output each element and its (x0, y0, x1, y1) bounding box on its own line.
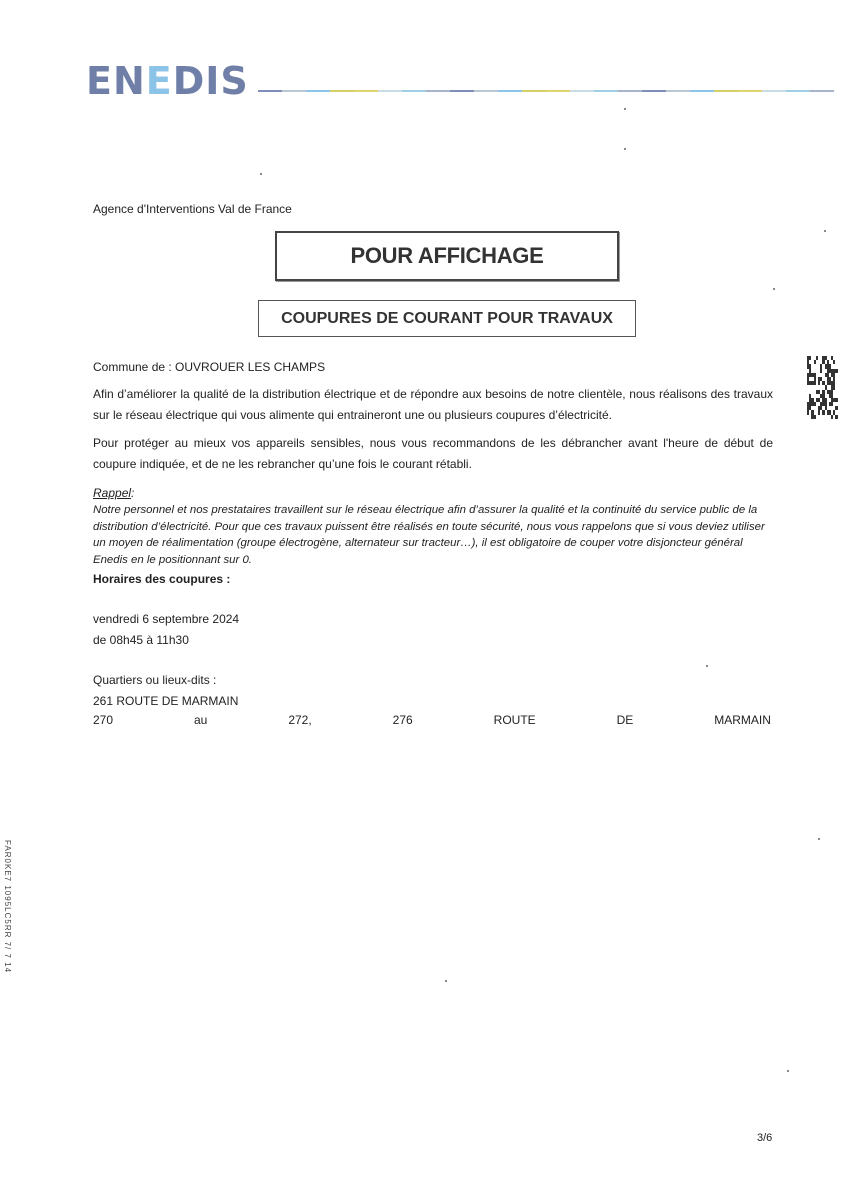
scan-speck (624, 108, 626, 110)
rappel-heading (93, 486, 134, 500)
logo-rule-segment (762, 90, 786, 92)
logo-rule-segment (714, 90, 738, 92)
logo-rule-segment (330, 90, 354, 92)
logo-rule-segment (498, 90, 522, 92)
logo-rule-segment (402, 90, 426, 92)
logo-rule-segment (474, 90, 498, 92)
horaires-heading: Horaires des coupures : (93, 572, 231, 586)
intro-paragraph: Afin d’améliorer la qualité de la distribution électrique et de répondre aux besoins de notre clientèle, nous réalisons des travaux sur le réseau électrique qui vous alimente qui entraineront une ou plusieurs coupures d’électricité. (93, 387, 773, 422)
logo-rule-segment (570, 90, 594, 92)
logo-rule-segment (594, 90, 618, 92)
commune-line: Commune de : OUVROUER LES CHAMPS (93, 360, 326, 374)
logo-rule-segment (258, 90, 282, 92)
affichage-banner (275, 231, 619, 281)
scan-speck (773, 288, 775, 290)
qr-code-right (807, 356, 838, 419)
logo-rule-segment (378, 90, 402, 92)
logo-rule-segment (450, 90, 474, 92)
qr-cell (835, 415, 837, 419)
scan-speck (445, 980, 447, 982)
page-number: 3/6 (757, 1132, 773, 1144)
logo-rule (258, 90, 834, 93)
scan-speck (706, 665, 708, 667)
address-word: MARMAIN (714, 713, 771, 727)
subtitle: COUPURES DE COURANT POUR TRAVAUX (281, 309, 613, 327)
address-word: 270 (93, 713, 114, 727)
coupures-subtitle-box (258, 300, 636, 337)
rappel-heading-suffix: : (131, 486, 135, 500)
rappel-body: Notre personnel et nos prestataires travaillent sur le réseau électrique afin d’assurer la qualité et la continuité du service public de la distribution d’électricité. Pour que ces travaux puissent être réalisés en toute sécurité, nous vous rappelons que si vous deviez utiliser un moyen de réalimentation (groupe électrogène, alternateur sur tracteur…), il est obligatoire de couper votre disjoncteur général Enedis en le positionnant sur 0. (93, 504, 765, 566)
address-word: 276 (392, 713, 413, 727)
conseil-paragraph: Pour protéger au mieux vos appareils sensibles, nous vous recommandons de les débrancher avant l'heure de début de coupure indiquée, et de ne les rebrancher qu’une fois le courant rétabli. (93, 436, 773, 471)
address-word: 272, (288, 713, 312, 727)
outage-date: vendredi 6 septembre 2024 (93, 612, 240, 626)
side-scan-code: FAR0KE7 1095LC5RR 7/ 7 14 (3, 840, 12, 974)
logo-rule-segment (786, 90, 810, 92)
logo-text-part-2: E (145, 59, 173, 103)
logo-rule-segment (282, 90, 306, 92)
logo-rule-segment (618, 90, 642, 92)
banner-title: POUR AFFICHAGE (350, 243, 544, 268)
address-line-2 (93, 713, 771, 727)
address-word: au (194, 713, 208, 727)
enedis-logo (86, 59, 249, 103)
scan-speck (260, 173, 262, 175)
address-word: ROUTE (493, 713, 536, 727)
address-word: DE (616, 713, 634, 727)
address-line-1: 261 ROUTE DE MARMAIN (93, 694, 239, 708)
logo-rule-segment (738, 90, 762, 92)
logo-rule-segment (546, 90, 570, 92)
logo-text-part-1: EN (86, 59, 146, 103)
logo-rule-segment (354, 90, 378, 92)
logo-rule-segment (690, 90, 714, 92)
logo-rule-segment (306, 90, 330, 92)
logo-rule-segment (666, 90, 690, 92)
rappel-heading-text: Rappel (93, 486, 132, 500)
logo-text-part-3: DIS (172, 59, 249, 103)
logo-rule-segment (522, 90, 546, 92)
quartiers-heading: Quartiers ou lieux-dits : (93, 673, 217, 687)
scan-speck (824, 230, 826, 232)
logo-rule-segment (642, 90, 666, 92)
agency-name: Agence d'Interventions Val de France (93, 202, 292, 216)
scan-speck (787, 1070, 789, 1072)
outage-time-range: de 08h45 à 11h30 (93, 633, 189, 647)
scan-speck (624, 148, 626, 150)
logo-rule-segment (810, 90, 834, 92)
scan-speck (818, 838, 820, 840)
logo-rule-segment (426, 90, 450, 92)
